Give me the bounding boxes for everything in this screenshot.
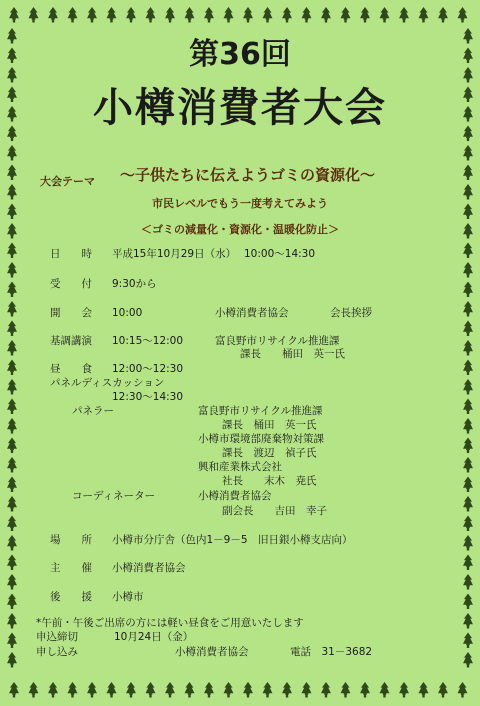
tree-icon [463, 418, 473, 433]
venue-value: 小樽市分庁舎（色内1－9－5 旧日銀小樽支店向） [112, 534, 353, 546]
tree-icon [204, 682, 214, 697]
panelist3-name: 社長 末木 尭氏 [222, 475, 317, 487]
tree-icon [185, 682, 195, 697]
tree-icon [48, 682, 58, 697]
tree-icon [463, 652, 473, 667]
tree-icon [458, 7, 468, 22]
tree-icon [7, 282, 17, 297]
opening-label: 開 会 [50, 307, 92, 319]
lecture-time: 10:15～12:00 [112, 335, 184, 347]
tree-icon [68, 7, 78, 22]
tree-icon [458, 682, 468, 697]
tree-icon [7, 438, 17, 453]
host-value: 小樽消費者協会 [112, 562, 186, 574]
coordinator-label: コーディネーター [72, 490, 156, 502]
tree-icon [243, 7, 253, 22]
tree-icon [185, 7, 195, 22]
edition-title: 第36回 [189, 37, 291, 72]
tree-icon [165, 7, 175, 22]
tree-icon [380, 7, 390, 22]
tree-icon [341, 682, 351, 697]
deadline-value: 10月24日（金） [114, 631, 194, 643]
tree-icon [7, 165, 17, 180]
tree-icon [146, 7, 156, 22]
tree-icon [87, 682, 97, 697]
panelist2-name: 課長 渡辺 禎子氏 [222, 447, 317, 459]
event-title: 小樽消費者大会 [93, 85, 387, 131]
tree-icon [463, 282, 473, 297]
tree-icon [463, 340, 473, 355]
tree-icon [360, 682, 370, 697]
apply-label: 申し込み [36, 646, 78, 658]
theme-label: 大会テーマ [40, 175, 95, 188]
lunch-time: 12:00～12:30 [112, 363, 184, 375]
tree-icon [7, 340, 17, 355]
reception-label: 受 付 [50, 278, 92, 290]
tree-icon [7, 594, 17, 609]
tree-icon [419, 682, 429, 697]
theme-subtitle: 市民レベルでもう一度考えてみよう [152, 197, 328, 210]
tree-icon [243, 682, 253, 697]
tree-icon [463, 399, 473, 414]
tree-icon [48, 7, 58, 22]
tree-icon [463, 145, 473, 160]
theme-slogan: ＜ゴミの減量化・資源化・温暖化防止＞ [141, 223, 339, 236]
tree-icon [360, 7, 370, 22]
tree-icon [9, 7, 19, 22]
tree-icon [7, 555, 17, 570]
tree-icon [463, 574, 473, 589]
tree-icon [7, 496, 17, 511]
date-value: 平成15年10月29日（水） [112, 248, 237, 260]
tree-icon [438, 682, 448, 697]
tree-icon [263, 682, 273, 697]
tree-icon [224, 682, 234, 697]
date-label: 日 時 [50, 248, 92, 260]
tree-icon [302, 682, 312, 697]
tree-icon [463, 262, 473, 277]
tree-icon [126, 682, 136, 697]
lunch-label: 昼 食 [50, 363, 92, 375]
tree-icon [87, 7, 97, 22]
coordinator-name: 副会長 吉田 幸子 [222, 505, 327, 517]
tree-icon [463, 165, 473, 180]
tree-icon [126, 7, 136, 22]
tree-icon [7, 457, 17, 472]
tree-icon [399, 682, 409, 697]
tree-icon [7, 418, 17, 433]
tree-icon [7, 633, 17, 648]
tree-icon [107, 7, 117, 22]
lunch-note: *午前・午後ご出席の方には軽い昼食をご用意いたします [36, 617, 304, 629]
tree-icon [463, 535, 473, 550]
tree-icon [204, 7, 214, 22]
tree-icon [321, 7, 331, 22]
tree-icon [7, 399, 17, 414]
lecture-person: 課長 桶田 英一氏 [240, 348, 345, 360]
tree-icon [7, 379, 17, 394]
tree-icon [463, 301, 473, 316]
tree-icon [399, 7, 409, 22]
tree-icon [68, 682, 78, 697]
reception-value: 9:30から [112, 278, 157, 290]
tree-icon [7, 321, 17, 336]
tree-icon [7, 243, 17, 258]
opening-time: 10:00 [112, 307, 143, 319]
tree-icon [29, 7, 39, 22]
panelist1-org: 富良野市リサイクル推進課 [198, 405, 323, 417]
tree-icon [321, 682, 331, 697]
tree-icon [463, 360, 473, 375]
tree-icon [463, 594, 473, 609]
opening-org: 小樽消費者協会 [215, 307, 289, 319]
tree-icon [7, 652, 17, 667]
panel-label: パネルディスカッション [50, 377, 165, 389]
tree-icon [282, 682, 292, 697]
theme-text: ～子供たちに伝えようゴミの資源化～ [120, 166, 376, 184]
tree-icon [107, 682, 117, 697]
panelists-label: パネラー [72, 405, 114, 417]
tree-icon [463, 555, 473, 570]
tree-icon [165, 682, 175, 697]
tree-icon [7, 301, 17, 316]
tree-icon [7, 574, 17, 589]
tree-icon [341, 7, 351, 22]
support-label: 後 援 [50, 591, 92, 603]
tree-icon [7, 145, 17, 160]
deadline-label: 申込締切 [36, 631, 78, 643]
tree-icon [463, 243, 473, 258]
tree-icon [224, 7, 234, 22]
tree-icon [7, 262, 17, 277]
tree-icon [463, 516, 473, 531]
tree-icon [463, 379, 473, 394]
tree-icon [7, 613, 17, 628]
apply-org: 小樽消費者協会 [175, 646, 249, 658]
tree-icon [29, 682, 39, 697]
date-time: 10:00～14:30 [244, 248, 316, 260]
apply-phone: 電話 31－3682 [290, 646, 373, 658]
tree-icon [463, 457, 473, 472]
venue-label: 場 所 [50, 534, 92, 546]
tree-icon [282, 7, 292, 22]
host-label: 主 催 [50, 562, 92, 574]
tree-icon [463, 633, 473, 648]
tree-icon [7, 516, 17, 531]
lecture-label: 基調講演 [50, 335, 92, 347]
tree-icon [263, 7, 273, 22]
tree-icon [463, 438, 473, 453]
tree-icon [438, 7, 448, 22]
tree-icon [380, 682, 390, 697]
tree-icon [7, 535, 17, 550]
support-value: 小樽市 [112, 591, 144, 603]
tree-icon [463, 496, 473, 511]
tree-icon [302, 7, 312, 22]
panelist2-org: 小樽市環境部廃棄物対策課 [198, 433, 324, 445]
tree-icon [463, 613, 473, 628]
lecture-org: 富良野市リサイクル推進課 [215, 335, 340, 347]
tree-icon [9, 682, 19, 697]
tree-icon [146, 682, 156, 697]
tree-icon [463, 477, 473, 492]
panelist3-org: 興和産業株式会社 [198, 461, 282, 473]
panel-time: 12:30～14:30 [112, 391, 184, 403]
tree-icon [7, 477, 17, 492]
tree-icon [419, 7, 429, 22]
tree-icon [463, 321, 473, 336]
opening-role: 会長挨拶 [330, 307, 372, 319]
panelist1-name: 課長 桶田 英一氏 [222, 419, 317, 431]
coordinator-org: 小樽消費者協会 [198, 490, 272, 502]
tree-icon [7, 360, 17, 375]
